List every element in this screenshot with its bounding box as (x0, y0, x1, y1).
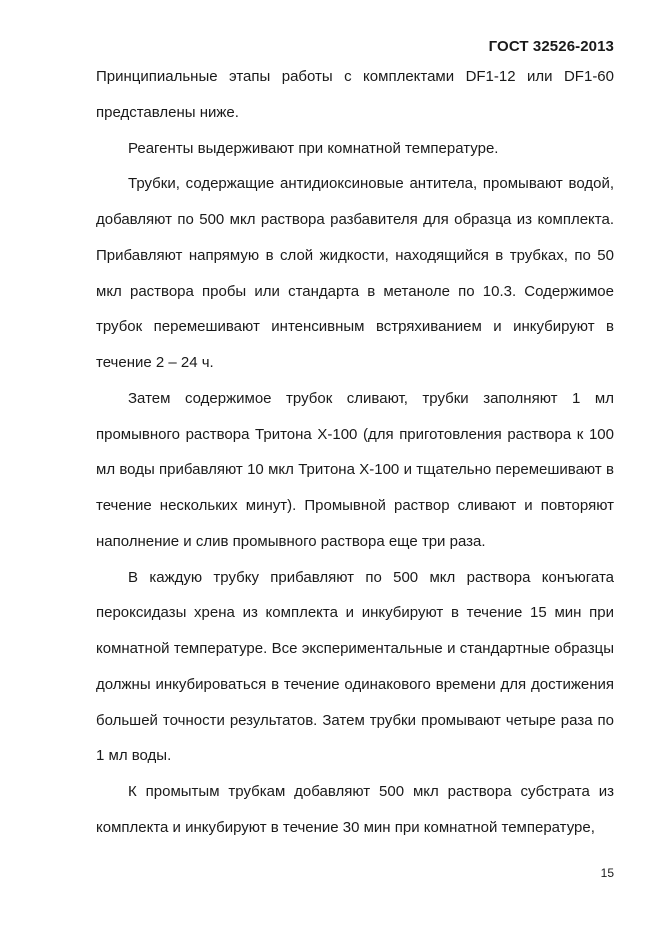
paragraph-reagents: Реагенты выдерживают при комнатной температуре. (128, 139, 499, 157)
page-number: 15 (600, 866, 614, 880)
paragraph-conjugate: В каждую трубку прибавляют по 500 мкл раствора конъюгата пероксидазы хрена из комплекта и инкубируют в течение 15 мин при комнатной температуре. Все экспериментальные и стандартные образцы должны инкубироваться в течение одинакового времени для достижения большей точности результатов. Затем трубки промывают четыре раза по 1 мл воды. (96, 568, 614, 765)
paragraph-intro: Принципиальные этапы работы с комплектами DF1-12 или DF1-60 представлены ниже. (96, 68, 614, 121)
paragraph-substrate: К промытым трубкам добавляют 500 мкл раствора субстрата из комплекта и инкубируют в течение 30 мин при комнатной температуре, (96, 783, 614, 836)
paragraph-triton-wash: Затем содержимое трубок сливают, трубки заполняют 1 мл промывного раствора Тритона Х-100 (для приготовления раствора к 100 мл воды прибавляют 10 мкл Тритона Х-100 и тщательно перемешивают в течение нескольких минут). Промывной раствор сливают и повторяют наполнение и слив промывного раствора еще три раза. (96, 389, 614, 550)
paragraph-tubes-wash: Трубки, содержащие антидиоксиновые антитела, промывают водой, добавляют по 500 мкл раствора разбавителя для образца из комплекта. Прибавляют напрямую в слой жидкости, находящийся в трубках, по 50 мкл раствора пробы или стандарта в метаноле по 10.3. Содержимое трубок перемешивают интенсивным встряхиванием и инкубируют в течение 2 – 24 ч. (96, 175, 614, 371)
body-text (96, 59, 614, 846)
document-number-header: ГОСТ 32526-2013 (488, 38, 614, 55)
